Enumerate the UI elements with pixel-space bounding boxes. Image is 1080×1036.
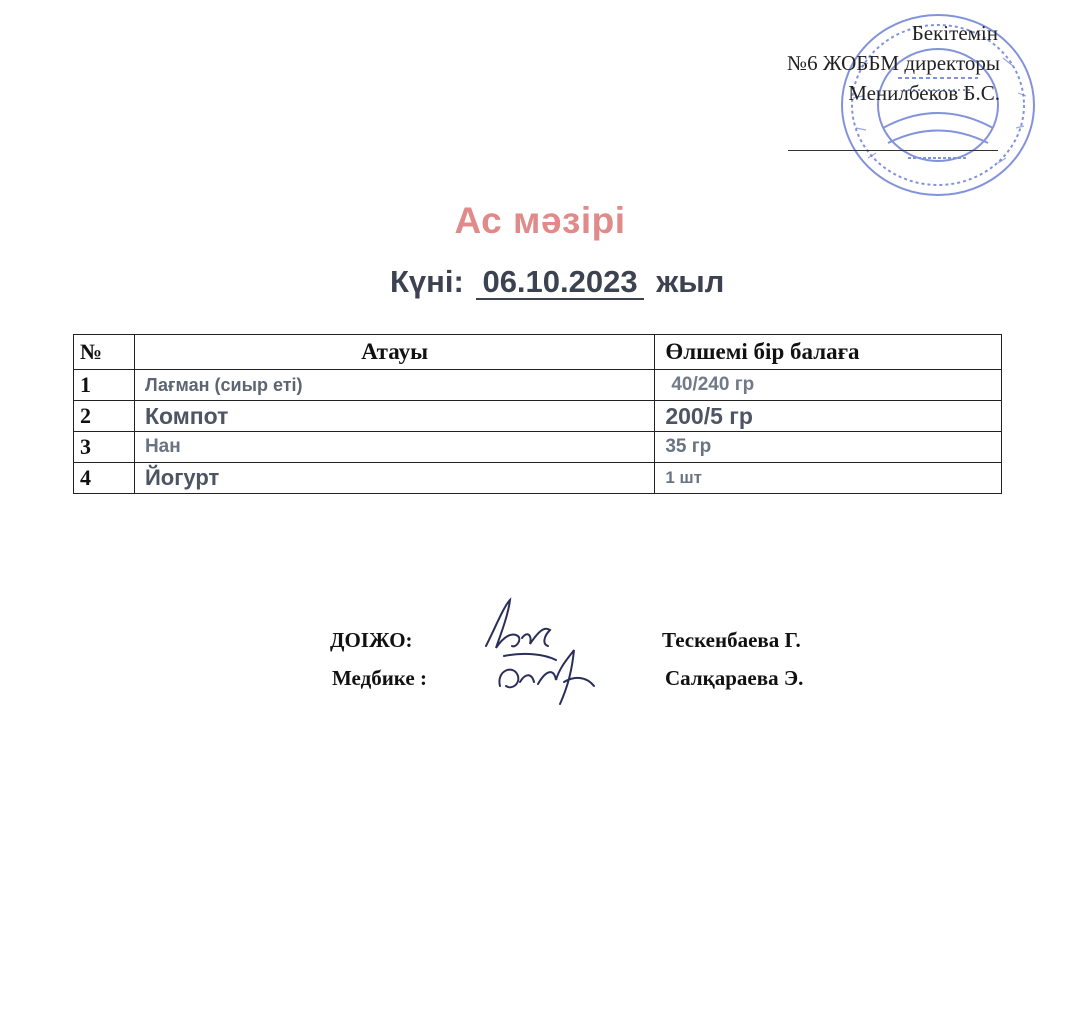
page-title: Ас мәзірі xyxy=(454,200,626,241)
row-name: Компот xyxy=(134,401,654,432)
menu-table xyxy=(73,334,1002,494)
row-quantity: 35 гр xyxy=(655,432,1002,463)
table-row xyxy=(74,432,1002,463)
signature-2-icon xyxy=(494,646,604,708)
row-name: Лағман (сиыр еті) xyxy=(134,370,654,401)
approval-position: №6 ЖОББМ директоры xyxy=(787,51,1000,75)
approval-director-name: Менилбеков Б.С. xyxy=(848,81,1000,105)
row-number: 3 xyxy=(74,432,135,463)
signature-person: Тескенбаева Г. xyxy=(662,628,801,652)
row-number: 4 xyxy=(74,463,135,494)
date-prefix: Күні: xyxy=(390,264,464,299)
approval-block xyxy=(787,18,1000,108)
row-quantity: 40/240 гр xyxy=(655,370,1002,401)
signature-person: Салқараева Э. xyxy=(665,666,804,690)
table-row xyxy=(74,401,1002,432)
director-signature-line xyxy=(788,150,998,151)
row-quantity: 1 шт xyxy=(655,463,1002,494)
header-name: Атауы xyxy=(134,335,654,370)
table-row xyxy=(74,463,1002,494)
table-row xyxy=(74,370,1002,401)
header-number: № xyxy=(74,335,135,370)
signature-role: ДОІЖО: xyxy=(330,628,413,652)
row-number: 1 xyxy=(74,370,135,401)
signature-role: Медбике : xyxy=(332,666,427,690)
date-value: 06.10.2023 xyxy=(476,266,643,300)
date-line xyxy=(390,264,724,300)
row-quantity: 200/5 гр xyxy=(655,401,1002,432)
table-header-row xyxy=(74,335,1002,370)
approval-heading: Бекітемін xyxy=(911,21,998,45)
row-name: Нан xyxy=(134,432,654,463)
header-quantity: Өлшемі бір балаға xyxy=(655,335,1002,370)
row-number: 2 xyxy=(74,401,135,432)
row-name: Йогурт xyxy=(134,463,654,494)
date-suffix: жыл xyxy=(656,264,725,299)
